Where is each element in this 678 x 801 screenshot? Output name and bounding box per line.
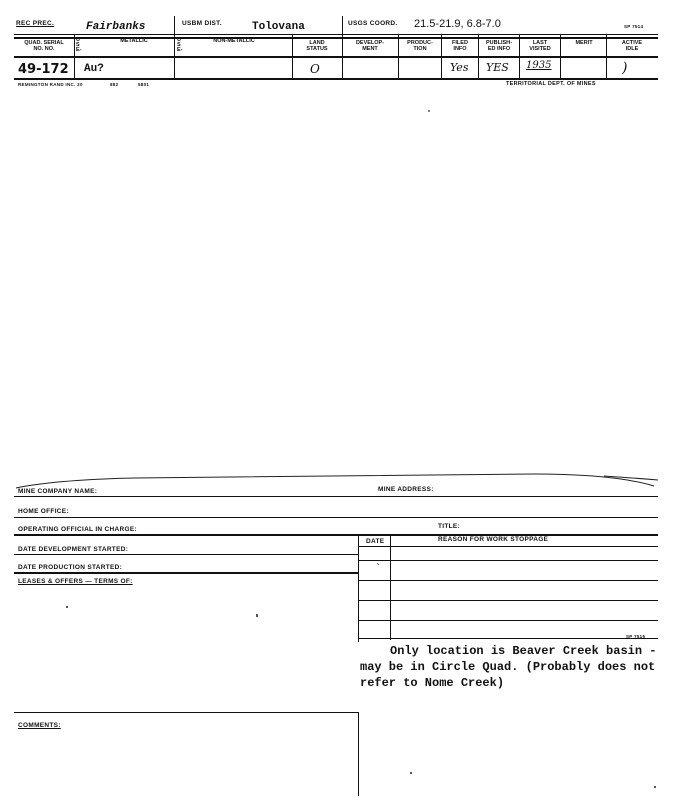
scan-speck	[428, 110, 430, 112]
col-filed-info: FILED INFO	[452, 40, 468, 52]
stoppage-row-5	[358, 638, 658, 639]
top-card	[14, 16, 658, 91]
record-metallic: Au?	[84, 63, 104, 75]
comments-top-rule	[14, 712, 358, 713]
col-published-info: PUBLISH- ED INFO	[486, 40, 512, 52]
col-land-status: LAND STATUS	[306, 40, 328, 52]
home-office-label: HOME OFFICE:	[18, 508, 69, 515]
scan-speck-2	[66, 606, 68, 608]
col-quad-serial: QUAD. SERIAL NO. NO.	[24, 40, 64, 52]
date-production-label: DATE PRODUCTION STARTED:	[18, 564, 123, 571]
stoppage-row-4	[358, 620, 658, 621]
record-quad-serial: 49-172	[18, 62, 69, 77]
date-column-label: DATE	[366, 538, 385, 545]
record-active-idle: )	[622, 60, 628, 76]
mine-company-label: MINE COMPANY NAME:	[18, 488, 98, 495]
vdiv-3	[292, 35, 293, 79]
card-top-edge	[14, 466, 658, 492]
mine-company-rule	[14, 496, 658, 497]
vdiv-8	[519, 35, 520, 79]
vdiv-6	[441, 35, 442, 79]
operating-official-label: OPERATING OFFICIAL IN CHARGE:	[18, 526, 137, 533]
vdiv-2	[174, 16, 175, 79]
col-active-idle: ACTIVE IDLE	[621, 40, 643, 52]
scan-speck-4	[410, 772, 412, 774]
stoppage-row-3	[358, 600, 658, 601]
record-filed-info: Yes	[450, 61, 469, 74]
vdiv-5	[398, 35, 399, 79]
vdiv-10	[606, 35, 607, 79]
col-last-visited: LAST VISITED	[529, 40, 551, 52]
comments-divider	[358, 712, 359, 796]
usgs-coord-label: USGS COORD.	[348, 20, 398, 27]
stoppage-row-1	[358, 560, 658, 561]
record-land-status: O	[310, 62, 320, 76]
note-line-3: refer to Nome Creek)	[360, 676, 505, 690]
vdiv-1	[74, 35, 75, 79]
leases-label: LEASES & OFFERS — TERMS OF:	[18, 578, 133, 585]
usbm-dist-value: Tolovana	[252, 21, 305, 33]
vdiv-7	[478, 35, 479, 79]
rec-prec-label: REC PREC.	[16, 20, 55, 27]
date-column-divider	[390, 534, 391, 640]
printer-label: REMINGTON RAND INC. 20	[18, 82, 83, 87]
col-u-metallic: U S E-	[76, 37, 82, 53]
col-development: DEVELOP- MENT	[355, 40, 385, 52]
record-published-info: YES	[486, 61, 509, 74]
col-merit: MERIT	[575, 40, 593, 46]
form-number-bottom: SP 7515	[626, 634, 646, 639]
form-number-top: SP 7514	[624, 24, 644, 29]
col-metallic: METALLIC	[120, 38, 148, 44]
official-rule	[14, 534, 658, 536]
mine-address-label: MINE ADDRESS:	[378, 486, 434, 493]
rec-prec-value: Fairbanks	[86, 21, 146, 33]
printer-code-2: 5801	[138, 82, 150, 87]
note-line-1: Only location is Beaver Creek basin -	[390, 644, 657, 658]
home-office-rule	[14, 517, 658, 518]
scan-speck-3	[256, 614, 258, 617]
col-production: PRODUC- TION	[407, 40, 433, 52]
columns-rule	[14, 56, 658, 58]
reason-label: REASON FOR WORK STOPPAGE	[438, 536, 549, 543]
usbm-dist-label: USBM DIST.	[182, 20, 222, 27]
comments-label: COMMENTS:	[18, 722, 61, 729]
development-rule	[14, 554, 358, 555]
title-label: TITLE:	[438, 523, 461, 530]
stoppage-row-2	[358, 580, 658, 581]
production-rule	[14, 572, 358, 574]
date-development-label: DATE DEVELOPMENT STARTED:	[18, 546, 129, 553]
lower-card	[14, 466, 658, 796]
usgs-coord-value: 21.5-21.9, 6.8-7.0	[414, 18, 501, 30]
vdiv-4	[342, 16, 343, 79]
vdiv-9	[560, 35, 561, 79]
record-last-visited: 1935	[526, 60, 552, 71]
printer-code-1: 882	[110, 82, 119, 87]
note-line-2: may be in Circle Quad. (Probably does not	[360, 660, 656, 674]
right-column-divider	[358, 534, 359, 642]
stoppage-tick: `	[376, 563, 381, 574]
col-nonmetallic: NON-METALLIC	[213, 38, 255, 44]
scan-speck-5	[654, 786, 656, 788]
stoppage-header-rule	[358, 546, 658, 547]
department-label: TERRITORIAL DEPT. OF MINES	[506, 81, 596, 87]
col-u-nonmetallic: U S E-	[177, 37, 183, 53]
record-bottom-rule	[14, 78, 658, 80]
header-rule	[14, 34, 658, 35]
